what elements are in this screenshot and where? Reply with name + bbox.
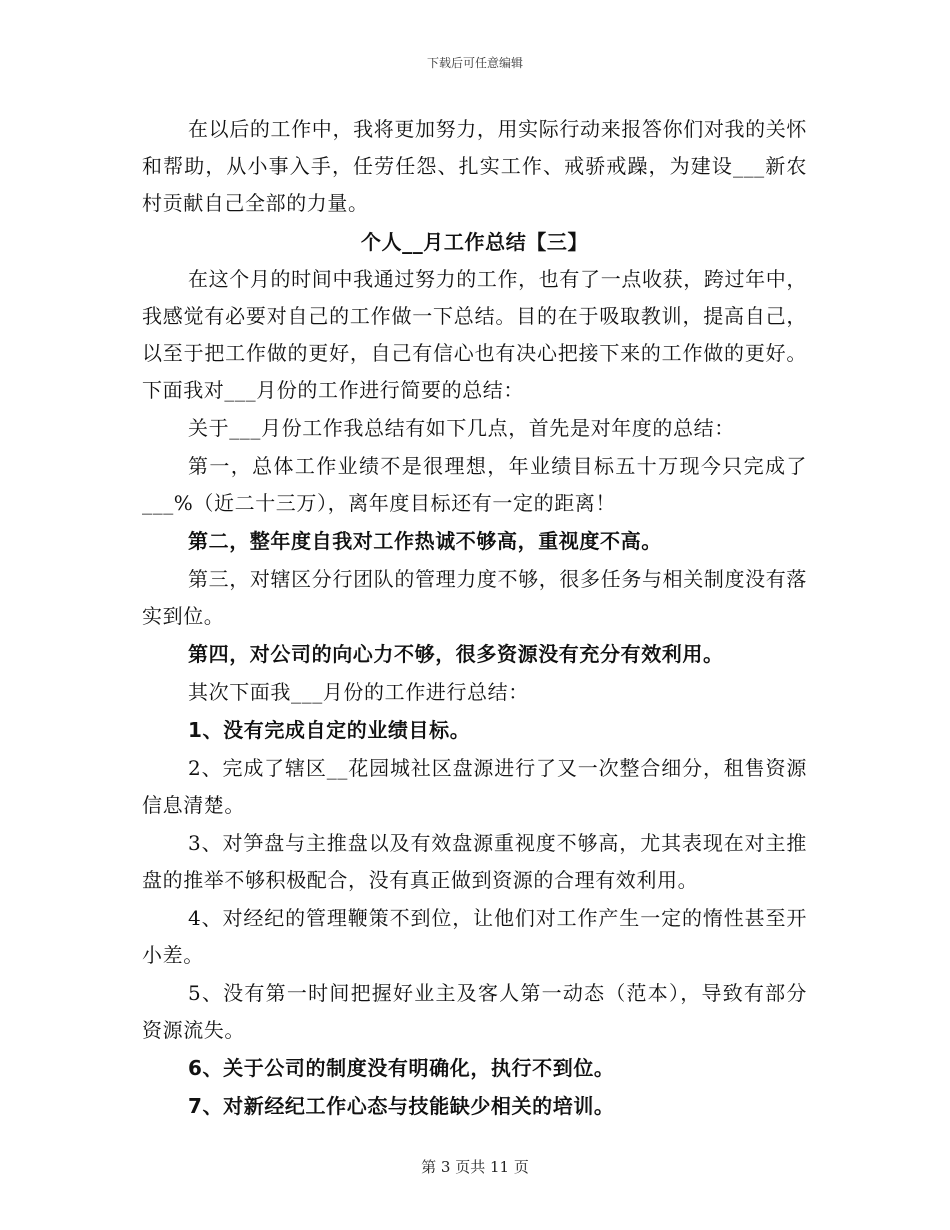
list-item-3: 3、对笋盘与主推盘以及有效盘源重视度不够高，尤其表现在对主推盘的推举不够积极配合，没有真正做到资源的合理有效利用。	[142, 831, 807, 892]
page-header: 下载后可任意编辑	[426, 56, 523, 70]
page-footer: 第 3 页共 11 页	[421, 1158, 529, 1176]
paragraph-point-2: 第二，整年度自我对工作热诚不够高，重视度不高。	[188, 529, 662, 553]
paragraph-summary-lead: 关于___月份工作我总结有如下几点，首先是对年度的总结：	[188, 416, 735, 440]
paragraph-intro: 在这个月的时间中我通过努力的工作，也有了一点收获，跨过年中，我感觉有必要对自己的工作做一下总结。目的在于吸取教训，提高自己，以至于把工作做的更好，自己有信心也有决心把接下来的工作做的更好。下面我对___月份的工作进行简要的总结：	[142, 267, 807, 402]
list-item-4: 4、对经纪的管理鞭策不到位，让他们对工作产生一定的惰性甚至开小差。	[142, 906, 807, 967]
list-item-1: 1、没有完成自定的业绩目标。	[188, 718, 471, 742]
list-item-7: 7、对新经纪工作心态与技能缺少相关的培训。	[188, 1094, 615, 1118]
list-item-6: 6、关于公司的制度没有明确化，执行不到位。	[188, 1056, 615, 1080]
paragraph-point-3: 第三，对辖区分行团队的管理力度不够，很多任务与相关制度没有落实到位。	[142, 567, 807, 628]
paragraph-monthly-lead: 其次下面我___月份的工作进行总结：	[188, 680, 529, 704]
paragraph-point-1: 第一，总体工作业绩不是很理想，年业绩目标五十万现今只完成了___%（近二十三万），离年度目标还有一定的距离！	[142, 454, 807, 515]
list-item-5: 5、没有第一时间把握好业主及客人第一动态（范本），导致有部分资源流失。	[142, 981, 807, 1042]
list-item-2: 2、完成了辖区__花园城社区盘源进行了又一次整合细分，租售资源信息清楚。	[142, 756, 807, 817]
section-title: 个人__月工作总结【三】	[360, 230, 589, 254]
document-body	[142, 111, 807, 1126]
paragraph-closing: 在以后的工作中，我将更加努力，用实际行动来报答你们对我的关怀和帮助，从小事入手，任劳任怨、扎实工作、戒骄戒躁，为建设___新农村贡献自己全部的力量。	[142, 117, 807, 215]
paragraph-point-4: 第四，对公司的向心力不够，很多资源没有充分有效利用。	[188, 642, 724, 666]
